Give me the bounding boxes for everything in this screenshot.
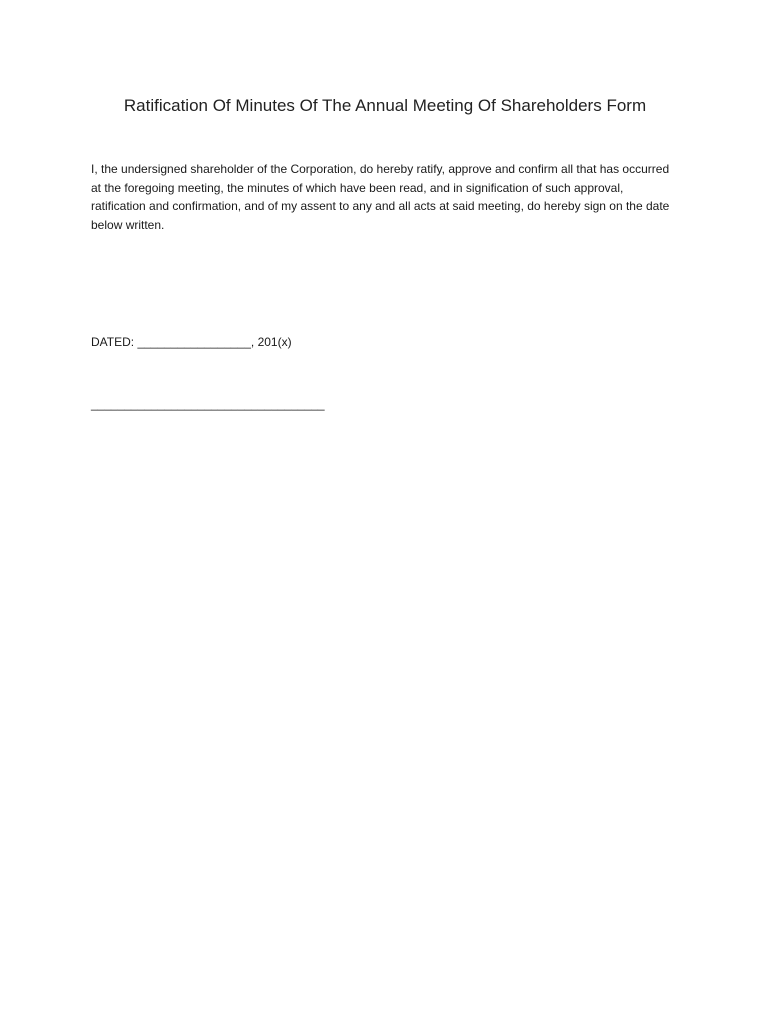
dated-field: DATED: _________________, 201(x)	[91, 335, 292, 349]
signature-line: ___________________________________	[91, 397, 325, 411]
ratification-statement: I, the undersigned shareholder of the Corporation, do hereby ratify, approve and confirm all that has occurred at the foregoing meeting, the minutes of which have been read, and in signification of such approval, ratification and confirmation, and of my assent to any and all acts at said meeting, do hereby sign on the date below written.	[91, 162, 670, 233]
document-title: Ratification Of Minutes Of The Annual Meeting Of Shareholders Form	[123, 96, 647, 115]
